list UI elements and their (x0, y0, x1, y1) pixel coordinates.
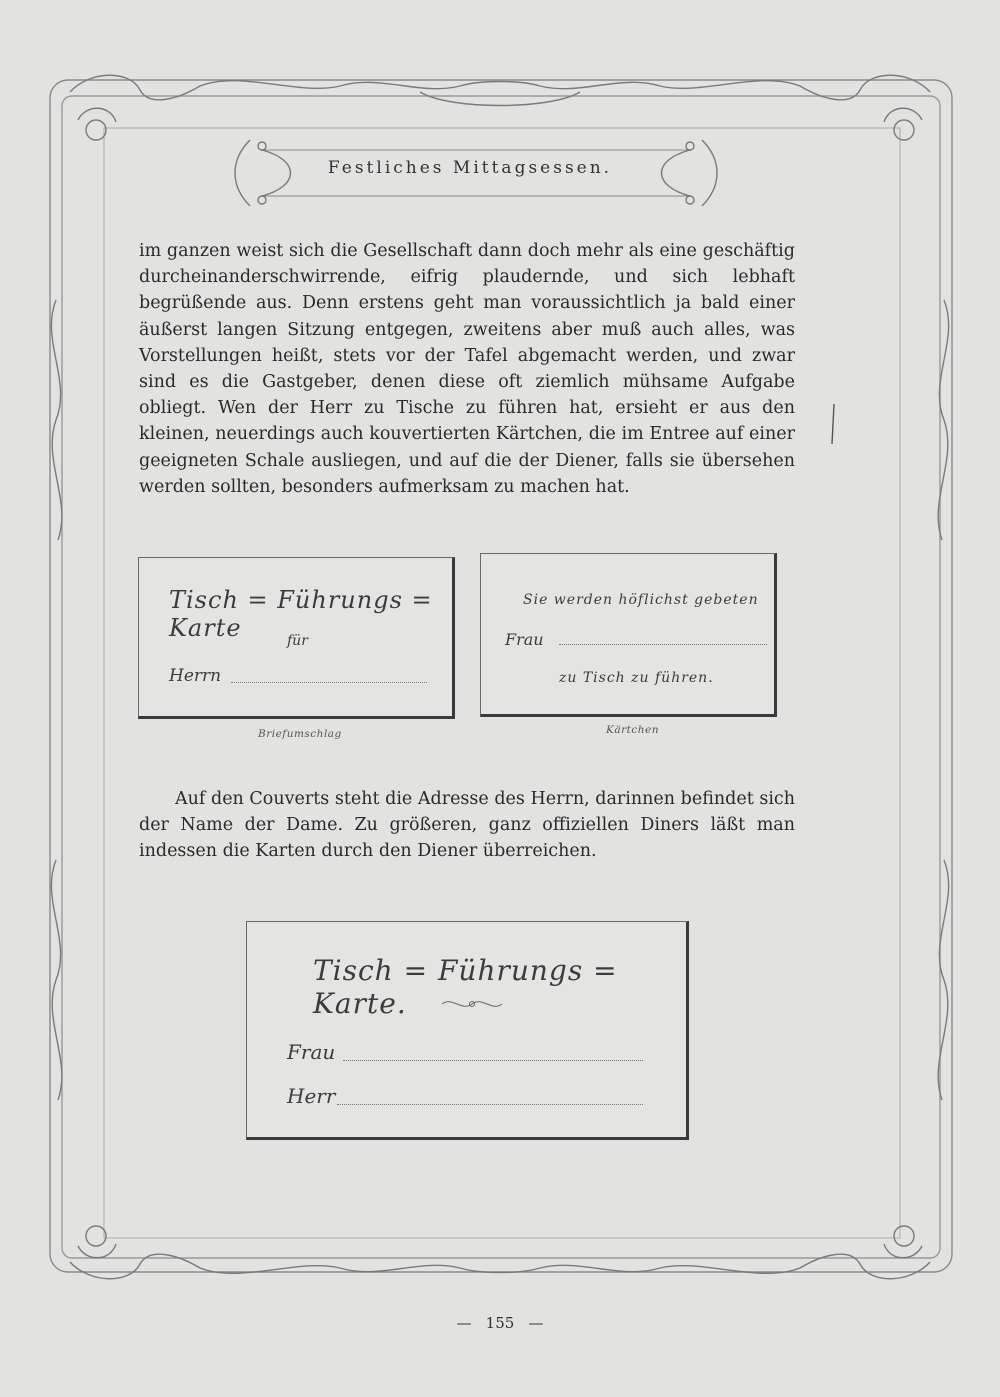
margin-pencil-mark (830, 404, 836, 444)
page-number (400, 1314, 600, 1332)
envelope-card (138, 557, 455, 719)
body-paragraph-1-text: im ganzen weist sich die Gesellschaft dann doch mehr als eine geschäftig durcheinanderschwirrende, eifrig plaudernde, und sich lebhaft begrüßende aus. Denn erstens geht man voraussichtlich ja bald einer äußerst langen Sitzung entgegen, zweitens aber muß auch alles, was Vorstellungen heißt, stets vor der Tafel abgemacht werden, und zwar sind es die Gastgeber, denen diese oft ziemlich mühsame Aufgabe obliegt. Wen der Herr zu Tische zu führen hat, ersieht er aus den kleinen, neuerdings auch kouvertierten Kärtchen, die im Entree auf einer geeigneten Schale ausliegen, und auf die der Diener, falls sie übersehen werden sollten, besonders aufmerksam zu machen hat. (139, 241, 795, 497)
large-card-dotted-line-1 (343, 1060, 643, 1061)
flourish-ornament-icon (437, 994, 507, 1014)
small-card-line2: zu Tisch zu führen. (559, 670, 714, 686)
envelope-card-dotted-line (231, 682, 427, 683)
small-card-caption: Kärtchen (606, 724, 659, 736)
page-number-value: 155 (485, 1314, 515, 1332)
body-paragraph-2 (139, 786, 795, 865)
envelope-card-fuer: für (287, 633, 308, 649)
page-number-dash-right: — (528, 1314, 544, 1332)
small-card-dotted-line (559, 644, 767, 645)
page-heading: Festliches Mittagsessen. (327, 158, 613, 178)
large-card-title: Tisch = Führungs = Karte. (313, 954, 618, 1020)
envelope-card-title: Tisch = Führungs = Karte (169, 586, 433, 642)
envelope-card-caption: Briefumschlag (258, 728, 342, 740)
small-card-frau: Frau (505, 630, 544, 649)
large-card-frau: Frau (287, 1040, 336, 1064)
large-card-herr: Herr (287, 1084, 336, 1108)
large-card (246, 921, 689, 1140)
large-card-dotted-line-2 (337, 1104, 643, 1105)
small-card-line1: Sie werden höflichst gebeten (523, 592, 759, 608)
small-card (480, 553, 777, 717)
page-number-dash-left: — (456, 1314, 472, 1332)
body-paragraph-1 (139, 238, 795, 500)
body-paragraph-2-text: Auf den Couverts steht die Adresse des Herrn, darinnen befindet sich der Name der Dame. Zu größeren, ganz offiziellen Diners läßt man indessen die Karten durch den Diener überreichen. (139, 789, 795, 862)
envelope-card-herrn: Herrn (169, 666, 222, 686)
